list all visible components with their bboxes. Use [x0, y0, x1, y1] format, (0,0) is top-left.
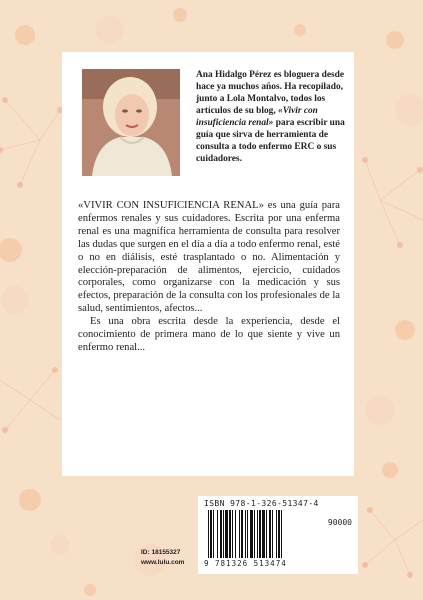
- author-portrait-illustration: [82, 69, 180, 176]
- isbn-barcode-box: [198, 496, 358, 574]
- publisher-id: ID: 18155327: [141, 549, 181, 556]
- description-paragraph-1: «VIVIR CON INSUFICIENCIA RENAL» es una guía para enfermos renales y sus cuidadores. Escrita por una enferma renal es una magnífica herramienta de consulta para resolver las dudas que surgen en el día a día a todo enfermo renal, esté o no en diálisis, esté trasplantado o no. Alimentación y elección-preparación de alimentos, ejercicio, cuidados corporales, como organizarse con la medicación y sus efectos, preparación de la consulta con los profesionales de la salud, sentimientos, afectos...: [78, 200, 340, 315]
- author-photo: [82, 69, 180, 176]
- publisher-info: [141, 548, 184, 568]
- coauthor-name: Lola Montalvo: [226, 94, 286, 104]
- price-code: 90000: [327, 518, 352, 527]
- publisher-url: www.lulu.com: [141, 559, 185, 566]
- barcode-icon: [206, 510, 322, 558]
- author-bio: Ana Hidalgo Pérez es bloguera desde hace ya muchos años. Ha recopilado, junto a Lola Montalvo, todos los artículos de su blog, «Vivir con insuficiencia renal» para escribir una guía que sirva de herramienta de consulta a todo enfermo ERC o sus cuidadores.: [196, 70, 345, 164]
- description-paragraph-2: Es una obra escrita desde la experiencia, desde el conocimiento de primera mano de lo que siente y vive un enfermo renal...: [78, 316, 340, 353]
- book-description: [78, 200, 340, 355]
- book-title-inline: «Vivir con insuficiencia renal»: [196, 106, 318, 128]
- isbn-text: ISBN 978-1-326-51347-4: [204, 499, 319, 508]
- author-name: Ana Hidalgo Pérez: [196, 70, 272, 80]
- ean-digits: 9 781326 513474: [204, 559, 287, 568]
- back-cover-panel: [62, 52, 354, 476]
